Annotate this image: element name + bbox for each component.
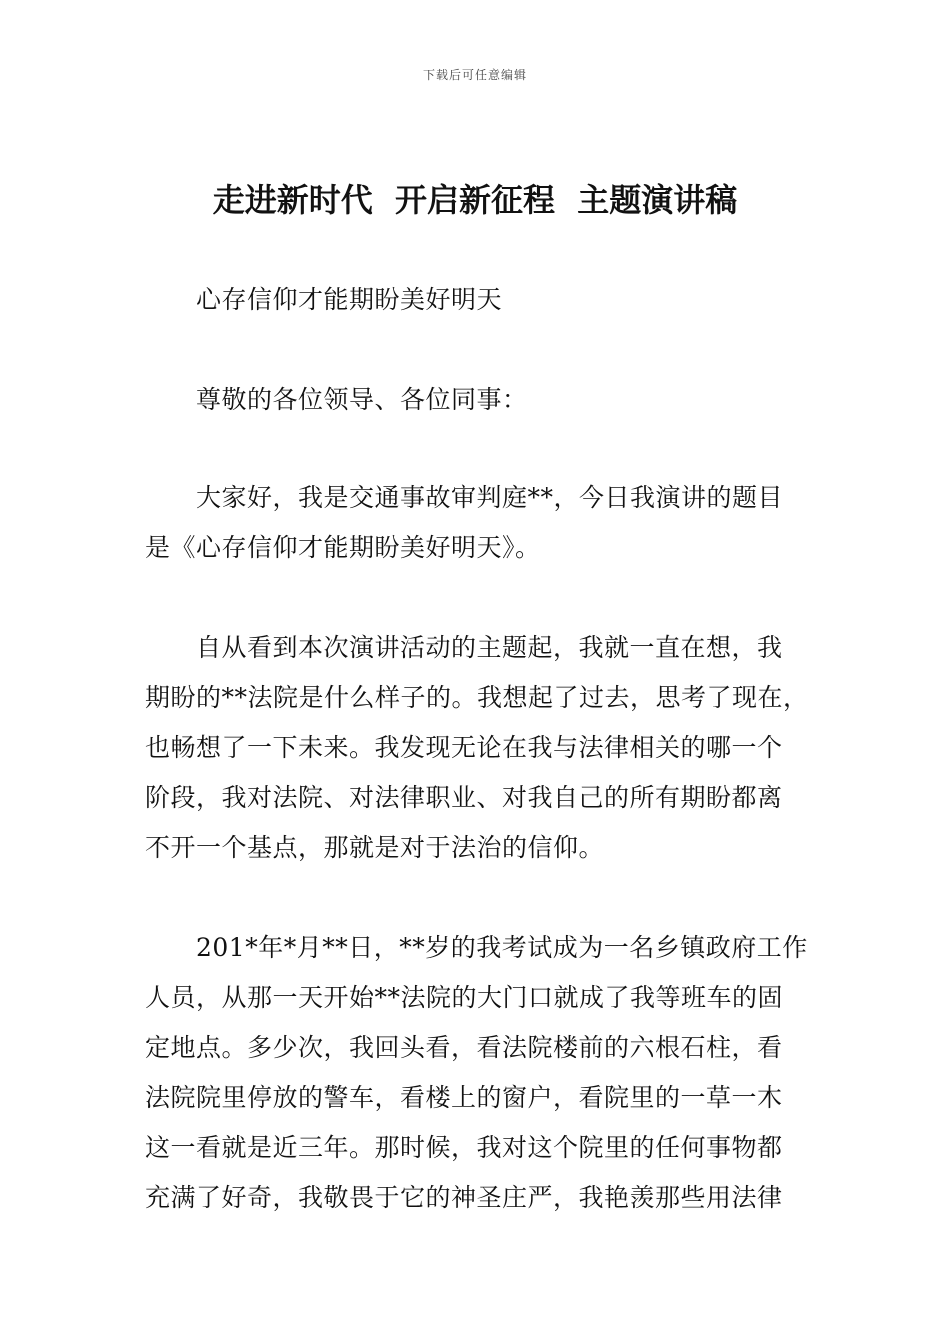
header-note: 下载后可任意编辑 — [422, 68, 527, 82]
paragraph-3-line-5: 这一看就是近三年。那时候，我对这个院里的任何事物都 — [145, 1133, 783, 1162]
speech-subtitle: 心存信仰才能期盼美好明天 — [196, 285, 503, 314]
greeting: 尊敬的各位领导、各位同事： — [196, 385, 528, 414]
paragraph-3-line-4: 法院院里停放的警车，看楼上的窗户，看院里的一草一木 — [145, 1083, 783, 1112]
paragraph-3-line-6: 充满了好奇，我敬畏于它的神圣庄严，我艳羡那些用法律 — [145, 1183, 783, 1212]
paragraph-1-line-1: 大家好，我是交通事故审判庭**，今日我演讲的题目 — [196, 483, 784, 512]
paragraph-2-line-3: 也畅想了一下未来。我发现无论在我与法律相关的哪一个 — [145, 733, 783, 762]
paragraph-3-line-3: 定地点。多少次，我回头看，看法院楼前的六根石柱，看 — [145, 1033, 783, 1062]
paragraph-1-line-2: 是《心存信仰才能期盼美好明天》。 — [145, 533, 541, 562]
paragraph-2-line-4: 阶段，我对法院、对法律职业、对我自己的所有期盼都离 — [145, 783, 783, 812]
paragraph-2-line-5: 不开一个基点，那就是对于法治的信仰。 — [145, 833, 605, 862]
paragraph-3-line-2: 人员，从那一天开始**法院的大门口就成了我等班车的固 — [145, 983, 784, 1012]
paragraph-3-line-1: 201*年*月**日，**岁的我考试成为一名乡镇政府工作 — [196, 933, 808, 962]
paragraph-2-line-1: 自从看到本次演讲活动的主题起，我就一直在想，我 — [196, 633, 783, 662]
document-title: 走进新时代 开启新征程 主题演讲稿 — [212, 181, 738, 219]
paragraph-2-line-2: 期盼的**法院是什么样子的。我想起了过去，思考了现在， — [145, 683, 809, 712]
